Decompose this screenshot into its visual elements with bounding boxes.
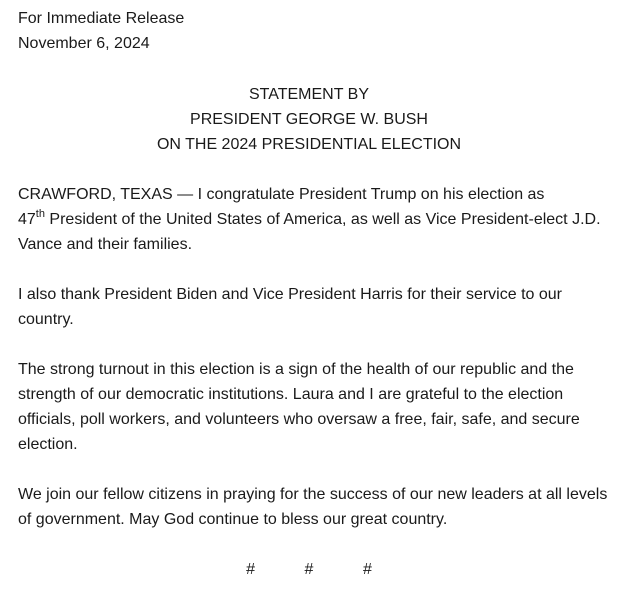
release-label: For Immediate Release <box>18 10 185 27</box>
ordinal-number: 47 <box>18 211 36 228</box>
title-line-3: ON THE 2024 PRESIDENTIAL ELECTION <box>156 136 462 153</box>
end-mark: # <box>246 561 255 578</box>
paragraph-turnout: The strong turnout in this election is a sign of the health of our republic and the strength of our democratic institutions. Laura and I are grateful to the election officials, poll workers, and volunteers who oversaw a free, fair, safe, and secure election. <box>18 361 580 453</box>
paragraph-thanks: I also thank President Biden and Vice President Harris for their service to our country. <box>18 286 562 328</box>
title-line-1: STATEMENT BY <box>248 86 369 103</box>
paragraph-1-part-1: CRAWFORD, TEXAS — I congratulate President Trump on his election as <box>18 186 545 203</box>
press-release <box>18 6 614 582</box>
end-marks <box>18 557 600 582</box>
paragraph-prayer: We join our fellow citizens in praying for the success of our new leaders at all levels of government. May God continue to bless our great country. <box>18 486 608 528</box>
paragraph-congratulations <box>18 182 614 257</box>
ordinal-superscript: th <box>35 208 45 220</box>
release-date: November 6, 2024 <box>18 35 150 52</box>
end-mark: # <box>304 561 314 578</box>
end-mark: # <box>363 561 372 578</box>
title-line-2: PRESIDENT GEORGE W. BUSH <box>190 111 428 128</box>
statement-title <box>18 82 600 157</box>
paragraph-1-part-2: President of the United States of America, as well as Vice President-elect J.D. Vance and their families. <box>18 211 601 253</box>
